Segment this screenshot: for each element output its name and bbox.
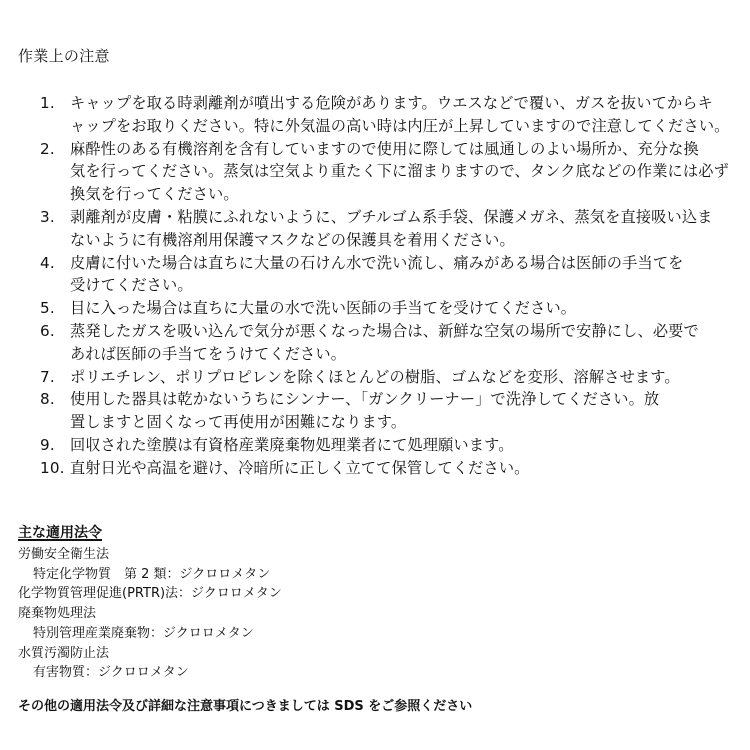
caution-item-text-line: 回収された塗膜は有資格産業廃棄物処理業者にて処理願います。 — [70, 435, 514, 454]
caution-list — [40, 92, 730, 480]
caution-item — [40, 457, 730, 480]
caution-item-number: 5. — [40, 299, 55, 318]
applicable-law-line: 労働安全衛生法 — [18, 547, 110, 562]
applicable-laws-block — [18, 523, 518, 683]
caution-item-text-line: あれば医師の手当てをうけてください。 — [70, 344, 347, 363]
caution-item-number: 3. — [40, 207, 55, 226]
caution-item-text-line: 皮膚に付いた場合は直ちに大量の石けん水で洗い流し、痛みがある場合は医師の手当てを — [70, 253, 684, 272]
caution-item-number: 8. — [40, 390, 55, 409]
caution-item-text-line: 直射日光や高温を避け、冷暗所に正しく立てて保管してください。 — [70, 458, 530, 477]
caution-item-text-line: 使用した器具は乾かないうちにシンナー、「ガンクリーナー」で洗浄してください。放 — [70, 390, 660, 409]
caution-item-text-line: 換気を行ってください。 — [70, 185, 239, 204]
caution-item — [40, 297, 730, 320]
caution-item-text-line: 剥離剤が皮膚・粘膜にふれないように、ブチルゴム系手袋、保護メガネ、蒸気を直接吸い込ま — [70, 207, 713, 226]
caution-item — [40, 92, 730, 138]
caution-item — [40, 206, 730, 252]
applicable-laws-list — [18, 545, 518, 683]
applicable-law-line: 廃棄物処理法 — [18, 606, 97, 622]
caution-item-number: 7. — [40, 367, 55, 386]
caution-item-text-line: 気を行ってください。蒸気は空気より重たく下に溜まりますので、タンク底などの作業には必ず — [70, 162, 729, 181]
caution-item — [40, 434, 730, 457]
caution-item-number: 1. — [40, 94, 55, 112]
caution-section-title: 作業上の注意 — [18, 47, 110, 65]
caution-item-text-line: キャップを取る時剥離剤が噴出する危険があります。ウエスなどで覆い、ガスを抜いてからキ — [70, 94, 713, 112]
caution-item-text-line: ャップをお取りください。特に外気温の高い時は内圧が上昇していますので注意してください。 — [70, 116, 730, 135]
caution-item-text-line: 蒸発したガスを吸い込んで気分が悪くなった場合は、新鮮な空気の場所で安静にし、必要で — [70, 321, 699, 340]
applicable-law-line: 有害物質：ジクロロメタン — [33, 665, 189, 681]
caution-item — [40, 252, 730, 298]
caution-item-text-line: 目に入った場合は直ちに大量の水で洗い医師の手当てを受けてください。 — [70, 299, 577, 318]
caution-item-text-line: 置しますと固くなって再使用が困難になります。 — [70, 413, 407, 432]
caution-item-text-line: ポリエチレン、ポリプロピレンを除くほとんどの樹脂、ゴムなどを変形、溶解させます。 — [70, 367, 680, 386]
caution-item — [40, 320, 730, 366]
caution-item-number: 9. — [40, 435, 55, 454]
caution-item — [40, 138, 730, 206]
applicable-law-line: 特別管理産業廃棄物：ジクロロメタン — [33, 625, 254, 641]
caution-item-number: 10. — [40, 458, 65, 477]
caution-item — [40, 366, 730, 389]
applicable-law-line: 特定化学物質 第 2 類：ジクロロメタン — [33, 566, 271, 582]
caution-item-text-line: 受けてください。 — [70, 276, 193, 295]
caution-item-number: 6. — [40, 321, 55, 340]
caution-item — [40, 388, 730, 434]
caution-item-number: 4. — [40, 253, 55, 272]
caution-item-number: 2. — [40, 139, 55, 158]
sds-reference-note: その他の適用法令及び詳細な注意事項につきましては SDS をご参照ください — [18, 699, 473, 714]
applicable-law-line: 水質汚濁防止法 — [18, 645, 110, 661]
applicable-law-line: 化学物質管理促進(PRTR)法：ジクロロメタン — [18, 586, 282, 602]
caution-item-text-line: 麻酔性のある有機溶剤を含有していますので使用に際しては風通しのよい場所か、充分な換 — [70, 139, 699, 158]
applicable-laws-heading: 主な適用法令 — [18, 525, 102, 541]
caution-item-text-line: ないように有機溶剤用保護マスクなどの保護具を着用ください。 — [70, 230, 515, 249]
